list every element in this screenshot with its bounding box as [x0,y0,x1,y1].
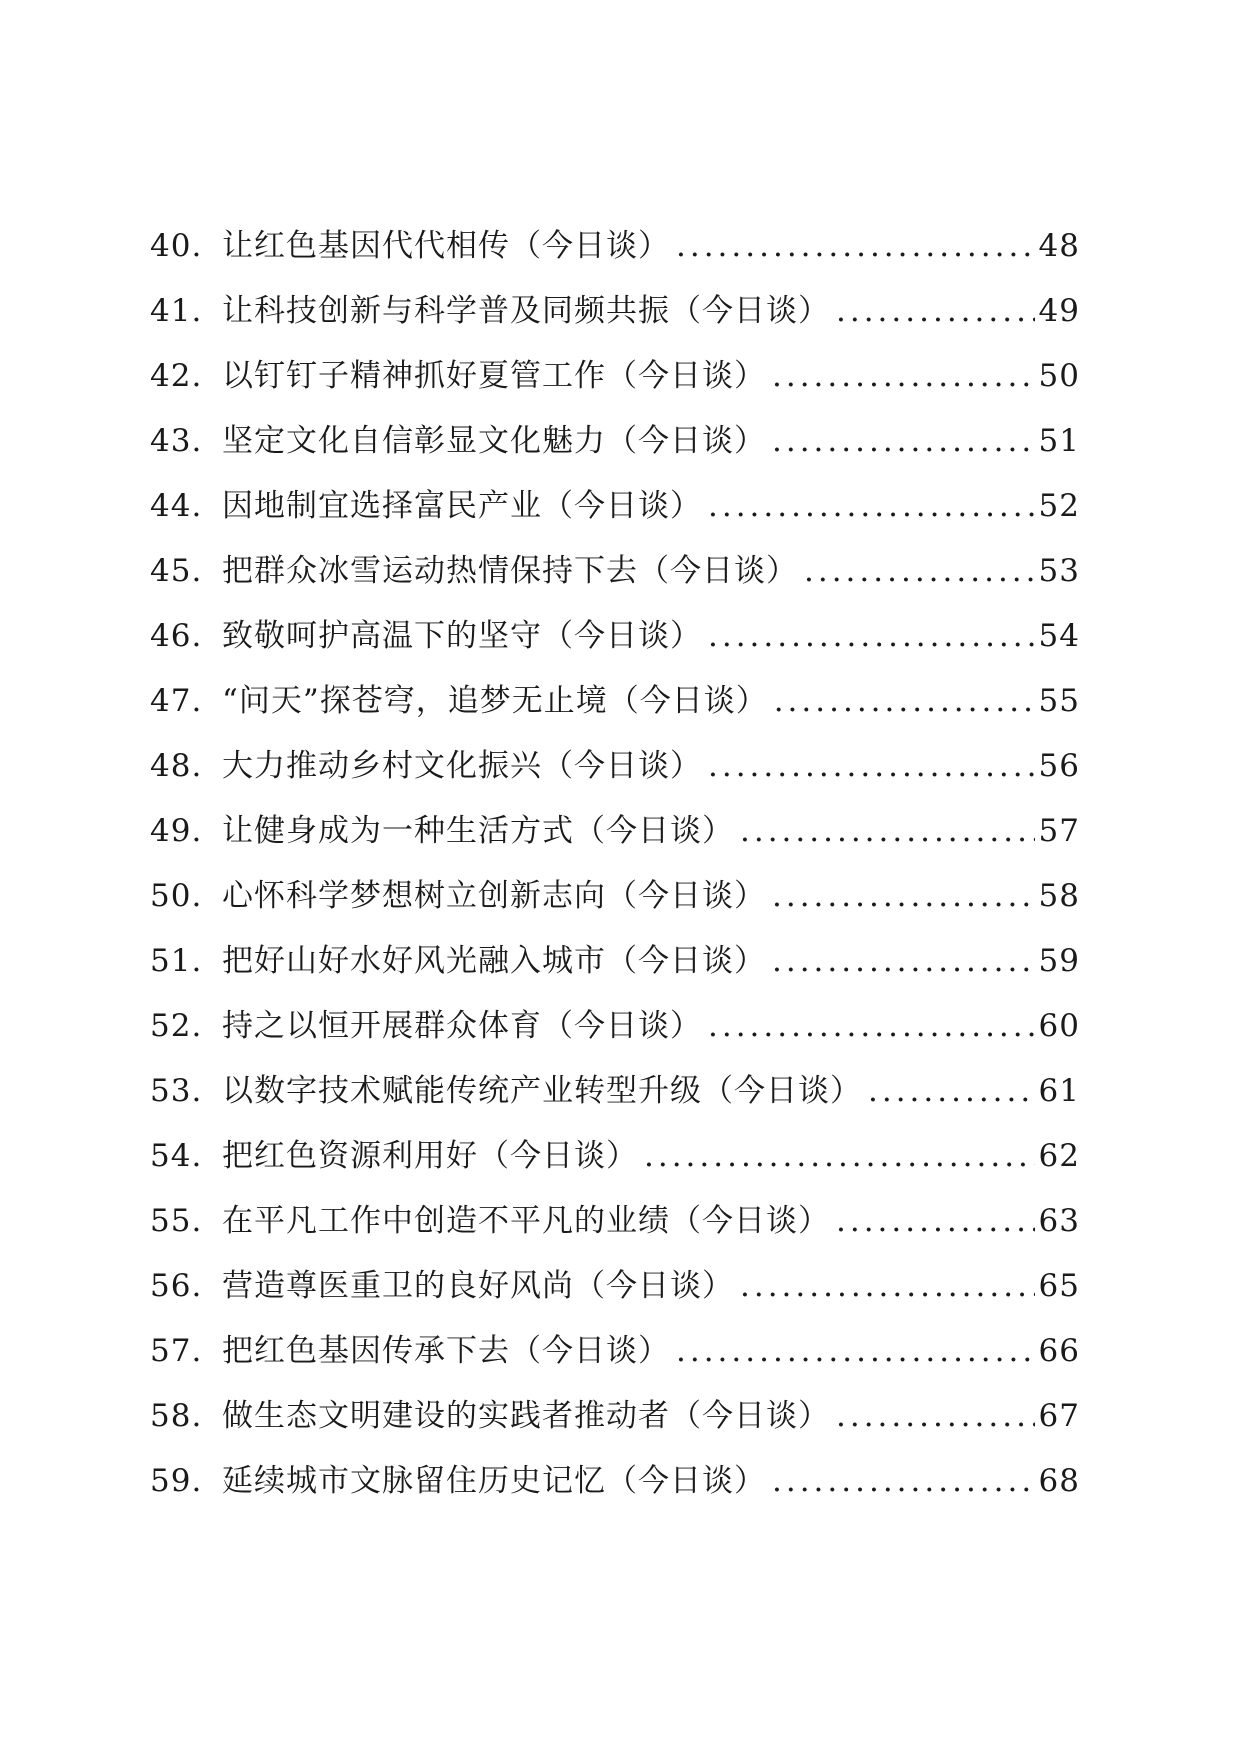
toc-entry-page-number: 60 [1038,1008,1080,1044]
toc-entry-page-number: 66 [1038,1333,1080,1369]
toc-entry[interactable] [150,1325,1080,1390]
toc-entry-title: 营造尊医重卫的良好风尚（今日谈） [222,1268,734,1304]
toc-entry-page-number: 67 [1038,1398,1080,1434]
toc-entry-title: 延续城市文脉留住历史记忆（今日谈） [222,1463,766,1499]
toc-entry[interactable] [150,1130,1080,1195]
toc-entry[interactable] [150,740,1080,805]
toc-entry-title: 把群众冰雪运动热情保持下去（今日谈） [222,553,798,589]
toc-entry[interactable] [150,805,1080,870]
dot-leader [772,878,1035,914]
toc-entry-page-number: 48 [1038,228,1080,264]
dot-leader [836,293,1035,329]
dot-leader [868,1073,1035,1109]
toc-entry-title: 让健身成为一种生活方式（今日谈） [222,813,734,849]
toc-entry[interactable] [150,1065,1080,1130]
toc-entry-title: 致敬呵护高温下的坚守（今日谈） [222,618,702,654]
toc-entry-number: 50. [150,878,203,914]
toc-entry-title: 坚定文化自信彰显文化魅力（今日谈） [222,423,766,459]
toc-entry-title: 在平凡工作中创造不平凡的业绩（今日谈） [222,1203,830,1239]
toc-entry-number: 52. [150,1008,203,1044]
toc-entry-page-number: 62 [1038,1138,1080,1174]
dot-leader [676,228,1035,264]
toc-entry[interactable] [150,350,1080,415]
toc-entry-title: 持之以恒开展群众体育（今日谈） [222,1008,702,1044]
toc-entry-number: 41. [150,293,203,329]
dot-leader [772,358,1035,394]
toc-entry[interactable] [150,935,1080,1000]
toc-entry-number: 54. [150,1138,203,1174]
toc-entry[interactable] [150,1000,1080,1065]
toc-entry-number: 55. [150,1203,203,1239]
toc-entry-title: “问天”探苍穹，追梦无止境（今日谈） [222,683,768,719]
toc-entry[interactable] [150,1195,1080,1260]
toc-entry[interactable] [150,870,1080,935]
toc-entry-number: 42. [150,358,203,394]
toc-entry-title: 让红色基因代代相传（今日谈） [222,228,670,264]
dot-leader [676,1333,1035,1369]
dot-leader [772,943,1035,979]
toc-entry-number: 40. [150,228,203,264]
toc-entry-number: 47. [150,683,203,719]
toc-entry[interactable] [150,480,1080,545]
toc-entry-title: 心怀科学梦想树立创新志向（今日谈） [222,878,766,914]
toc-entry[interactable] [150,1390,1080,1455]
toc-entry[interactable] [150,1260,1080,1325]
dot-leader [708,748,1035,784]
dot-leader [772,1463,1035,1499]
toc-entry-number: 53. [150,1073,203,1109]
toc-entry[interactable] [150,1455,1080,1520]
toc-entry-number: 45. [150,553,203,589]
toc-entry-title: 以钉钉子精神抓好夏管工作（今日谈） [222,358,766,394]
toc-entry-number: 49. [150,813,203,849]
toc-entry-number: 44. [150,488,203,524]
toc-entry-page-number: 57 [1038,813,1080,849]
toc-entry[interactable] [150,415,1080,480]
dot-leader [836,1203,1035,1239]
toc-entry-page-number: 53 [1038,553,1080,589]
toc-entry[interactable] [150,220,1080,285]
toc-entry-title: 把红色资源利用好（今日谈） [222,1138,638,1174]
toc-list [150,220,1080,1520]
dot-leader [740,1268,1035,1304]
toc-entry-number: 59. [150,1463,203,1499]
toc-entry-page-number: 56 [1038,748,1080,784]
toc-entry-number: 57. [150,1333,203,1369]
toc-entry-page-number: 51 [1038,423,1080,459]
toc-entry-number: 58. [150,1398,203,1434]
dot-leader [708,1008,1035,1044]
toc-entry-page-number: 63 [1038,1203,1080,1239]
dot-leader [772,423,1035,459]
toc-entry-page-number: 58 [1038,878,1080,914]
dot-leader [774,683,1035,719]
toc-entry-title: 以数字技术赋能传统产业转型升级（今日谈） [222,1073,862,1109]
toc-entry[interactable] [150,545,1080,610]
toc-entry-page-number: 68 [1038,1463,1080,1499]
toc-entry[interactable] [150,285,1080,350]
toc-entry-number: 43. [150,423,203,459]
toc-entry-title: 做生态文明建设的实践者推动者（今日谈） [222,1398,830,1434]
toc-entry-page-number: 65 [1038,1268,1080,1304]
toc-entry-title: 把红色基因传承下去（今日谈） [222,1333,670,1369]
toc-entry-page-number: 59 [1038,943,1080,979]
toc-entry-page-number: 55 [1038,683,1080,719]
toc-entry-page-number: 50 [1038,358,1080,394]
dot-leader [740,813,1035,849]
toc-entry-number: 48. [150,748,203,784]
toc-entry-number: 46. [150,618,203,654]
toc-entry-title: 大力推动乡村文化振兴（今日谈） [222,748,702,784]
dot-leader [836,1398,1035,1434]
toc-entry-number: 51. [150,943,203,979]
dot-leader [804,553,1035,589]
dot-leader [708,488,1035,524]
toc-entry[interactable] [150,675,1080,740]
toc-entry-page-number: 52 [1038,488,1080,524]
dot-leader [708,618,1035,654]
toc-entry-title: 把好山好水好风光融入城市（今日谈） [222,943,766,979]
toc-entry-title: 因地制宜选择富民产业（今日谈） [222,488,702,524]
toc-entry-page-number: 54 [1038,618,1080,654]
toc-entry[interactable] [150,610,1080,675]
toc-entry-number: 56. [150,1268,203,1304]
toc-entry-page-number: 49 [1038,293,1080,329]
toc-entry-page-number: 61 [1038,1073,1080,1109]
dot-leader [644,1138,1035,1174]
toc-entry-title: 让科技创新与科学普及同频共振（今日谈） [222,293,830,329]
